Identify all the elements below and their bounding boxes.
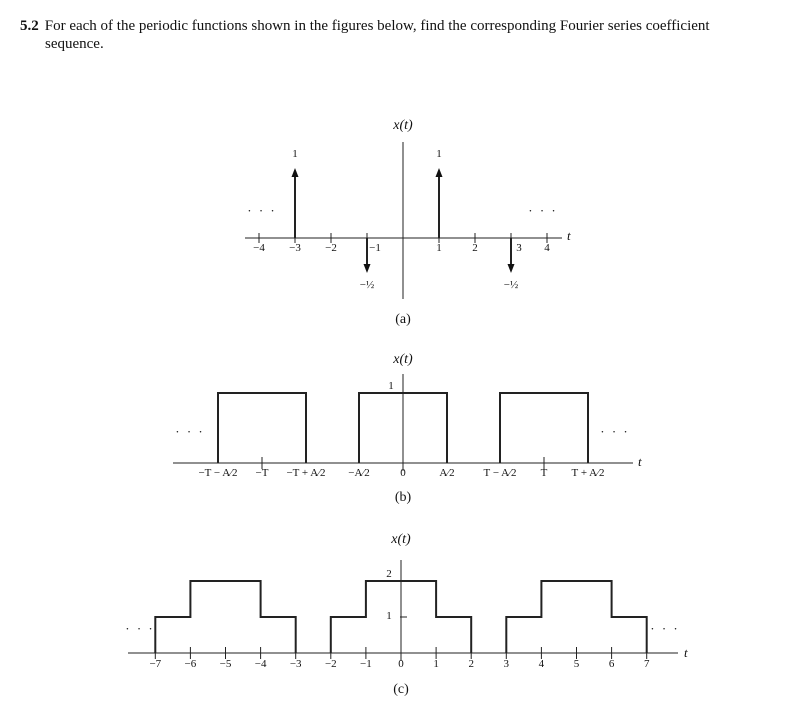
level-label: 1 [388,380,394,392]
tick-label: −4 [254,658,267,670]
tick-label: 5 [573,658,580,670]
impulse-arrowhead [364,264,371,273]
tick-label: −1 [360,658,372,670]
tick-label: 4 [544,242,550,254]
tick-label: 7 [643,658,650,670]
staircase-pulse [155,581,295,653]
figure-caption: (a) [395,312,411,327]
tick-label: 1 [433,658,439,670]
tick-label: T − A⁄2 [483,467,517,479]
impulse-arrowhead [436,168,443,177]
impulse-label: −½ [359,279,375,291]
tick-label: 3 [503,658,510,670]
tick-label: −T [255,467,269,479]
tick-label: 0 [398,658,404,670]
tick-label: −1 [369,242,381,254]
tick-label: A⁄2 [439,467,455,479]
y-tick-label: 2 [386,568,392,580]
y-axis-label: x(t) [391,532,411,547]
impulse-label: 1 [292,148,298,160]
impulse-label: 1 [436,148,442,160]
y-tick-label: 1 [386,610,392,622]
ellipsis-right: · · · [600,424,630,439]
tick-label: −A⁄2 [348,467,370,479]
tick-label: 4 [538,658,545,670]
problem-text: For each of the periodic functions shown in the figures below, find the corresponding Fourier series coefficient [44,18,710,34]
tick-label: 0 [400,467,406,479]
impulse-arrowhead [508,264,515,273]
t-axis-label: t [638,454,642,469]
tick-label: −3 [289,658,302,670]
tick-label: −4 [253,242,265,254]
y-axis-label: x(t) [393,352,413,367]
tick-label: 2 [468,658,474,670]
t-axis-label: t [567,228,571,243]
figure-caption: (b) [394,490,412,505]
tick-label: −6 [184,658,197,670]
ellipsis-right: · · · [650,621,680,636]
tick-label: 3 [516,242,522,254]
tick-label: −2 [325,242,337,254]
ellipsis-right: · · · [528,203,558,218]
rectangular-pulse [218,393,306,463]
tick-label: −T − A⁄2 [198,467,238,479]
staircase-pulse [506,581,646,653]
ellipsis-left: · · · [125,621,155,636]
impulse-arrowhead [292,168,299,177]
y-axis-label: x(t) [393,118,413,133]
tick-label: T [540,467,548,479]
impulse-label: −½ [503,279,519,291]
tick-label: 6 [608,658,615,670]
ellipsis-left: · · · [247,203,277,218]
tick-label: −T + A⁄2 [286,467,326,479]
tick-label: −5 [219,658,232,670]
tick-label: −7 [149,658,162,670]
tick-label: −3 [289,242,301,254]
problem-number: 5.2 [20,18,39,34]
problem-text-continuation: sequence. [45,36,104,52]
tick-label: 2 [472,242,478,254]
tick-label: T + A⁄2 [571,467,605,479]
t-axis-label: t [684,645,688,660]
figure-caption: (c) [393,682,409,697]
tick-label: 1 [436,242,442,254]
rectangular-pulse [500,393,588,463]
tick-label: −2 [324,658,337,670]
ellipsis-left: · · · [175,424,205,439]
